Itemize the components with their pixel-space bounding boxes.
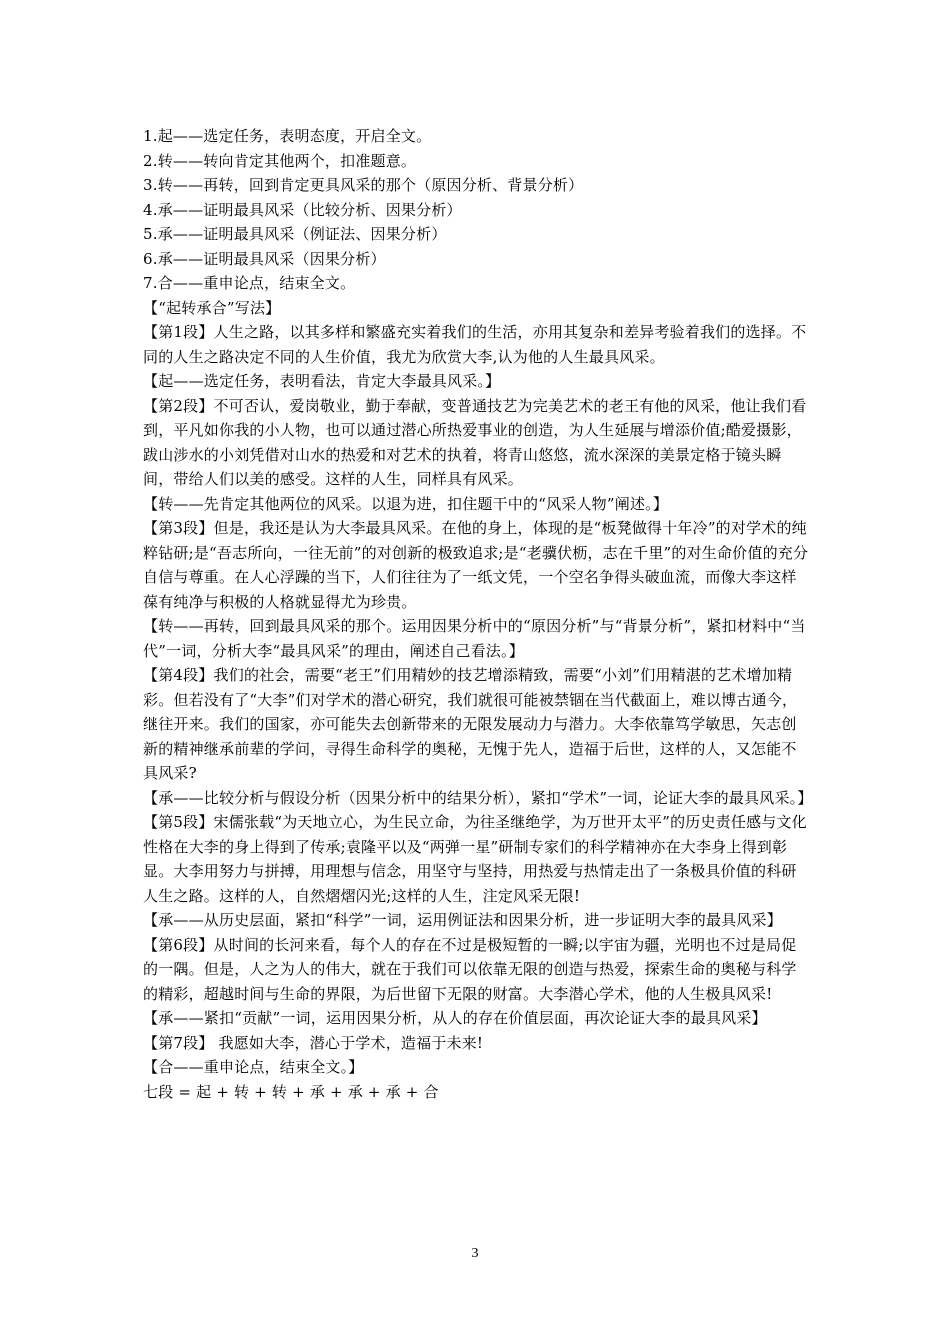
document-body [143,124,811,1104]
outline-item: 5.承——证明最具风采（例证法、因果分析） [143,225,447,243]
page-number: 3 [471,1246,479,1261]
paragraph-7: 【第7段】 我愿如大李，潜心于学术，造福于未来! [143,1033,484,1052]
structure-summary: 七段 = 起 + 转 + 转 + 承 + 承 + 承 + 合 [143,1082,439,1101]
paragraph-5: 【第5段】宋儒张载“为天地立心，为生民立命，为往圣继绝学，为万世开太平”的历史责任感与文化性格在大李的身上得到了传承;袁隆平以及“两弹一星”研制专家们的科学精神亦在大李身上得到彰显。大李用努力与拼搏，用理想与信念，用坚守与坚持，用热爱与热情走出了一条极具价值的科研人生之路。这样的人，自然熠熠闪光;这样的人生，注定风采无限! [143,813,807,905]
outline-item: 3.转——再转，回到肯定更具风采的那个（原因分析、背景分析） [143,176,584,194]
outline-item: 4.承——证明最具风采（比较分析、因果分析） [143,200,462,219]
paragraph-1: 【第1段】人生之路，以其多样和繁盛充实着我们的生活，亦用其复杂和差异考验着我们的选择。不同的人生之路决定不同的人生价值，我尤为欣赏大李,认为他的人生最具风采。 [143,323,807,366]
paragraph-3: 【第3段】但是，我还是认为大李最具风采。在他的身上，体现的是“板凳做得十年冷”的对学术的纯粹钻研;是“吾志所向，一往无前”的对创新的极致追求;是“老骥伏枥，志在千里”的对生命价值的充分自信与尊重。在人心浮躁的当下，人们往往为了一纸文凭，一个空名争得头破血流，而像大李这样葆有纯净与积极的人格就显得尤为珍贵。 [143,519,809,611]
annotation-4: 【承——比较分析与假设分析（因果分析中的结果分析），紧扣“学术”一词，论证大李的最具风采。】 [143,788,813,807]
outline-item: 2.转——转向肯定其他两个，扣准题意。 [143,151,417,170]
annotation-1: 【起——选定任务，表明看法，肯定大李最具风采。】 [143,372,501,390]
method-heading: 【“起转承合”写法】 [143,298,281,317]
annotation-3: 【转——再转，回到最具风采的那个。运用因果分析中的“原因分析”与“背景分析”，紧扣材料中“当代”一词，分析大李“最具风采”的理由，阐述自己看法。】 [143,617,806,660]
outline-item: 6.承——证明最具风采（因果分析） [143,249,386,268]
annotation-6: 【承——紧扣“贡献”一词，运用因果分析，从人的存在价值层面，再次论证大李的最具风采】 [143,1009,767,1027]
paragraph-4: 【第4段】我们的社会，需要“老王”们用精妙的技艺增添精致，需要“小刘”们用精湛的艺术增加精彩。但若没有了“大李”们对学术的潜心研究，我们就很可能被禁锢在当代截面上，难以博古通今，继往开来。我们的国家，亦可能失去创新带来的无限发展动力与潜力。大李依靠笃学敏思，矢志创新的精神继承前辈的学问，寻得生命科学的奥秘，无愧于先人，造福于后世，这样的人，又怎能不具风采? [143,666,798,782]
outline-item: 7.合——重申论点，结束全文。 [143,274,356,292]
paragraph-2: 【第2段】不可否认，爱岗敬业，勤于奉献，变普通技艺为完美艺术的老王有他的风采，他让我们看到，平凡如你我的小人物，也可以通过潜心所热爱事业的创造，为人生延展与增添价值;酷爱摄影，跋山涉水的小刘凭借对山水的热爱和对艺术的执着，将青山悠悠，流水深深的美景定格于镜头瞬间，带给人们以美的感受。这样的人生，同样具有风采。 [143,396,807,488]
annotation-7: 【合——重申论点，结束全文。】 [143,1058,364,1076]
outline-item: 1.起——选定任务，表明态度，开启全文。 [143,127,432,145]
paragraph-6: 【第6段】从时间的长河来看，每个人的存在不过是极短暂的一瞬;以宇宙为疆，光明也不过是局促的一隅。但是，人之为人的伟大，就在于我们可以依靠无限的创造与热爱，探索生命的奥秘与科学的精彩，超越时间与生命的界限，为后世留下无限的财富。大李潜心学术，他的人生极具风采! [143,935,797,1003]
annotation-5: 【承——从历史层面，紧扣“科学”一词，运用例证法和因果分析，进一步证明大李的最具风采】 [143,911,782,929]
annotation-2: 【转——先肯定其他两位的风采。以退为进，扣住题干中的“风采人物”阐述。】 [143,494,669,513]
